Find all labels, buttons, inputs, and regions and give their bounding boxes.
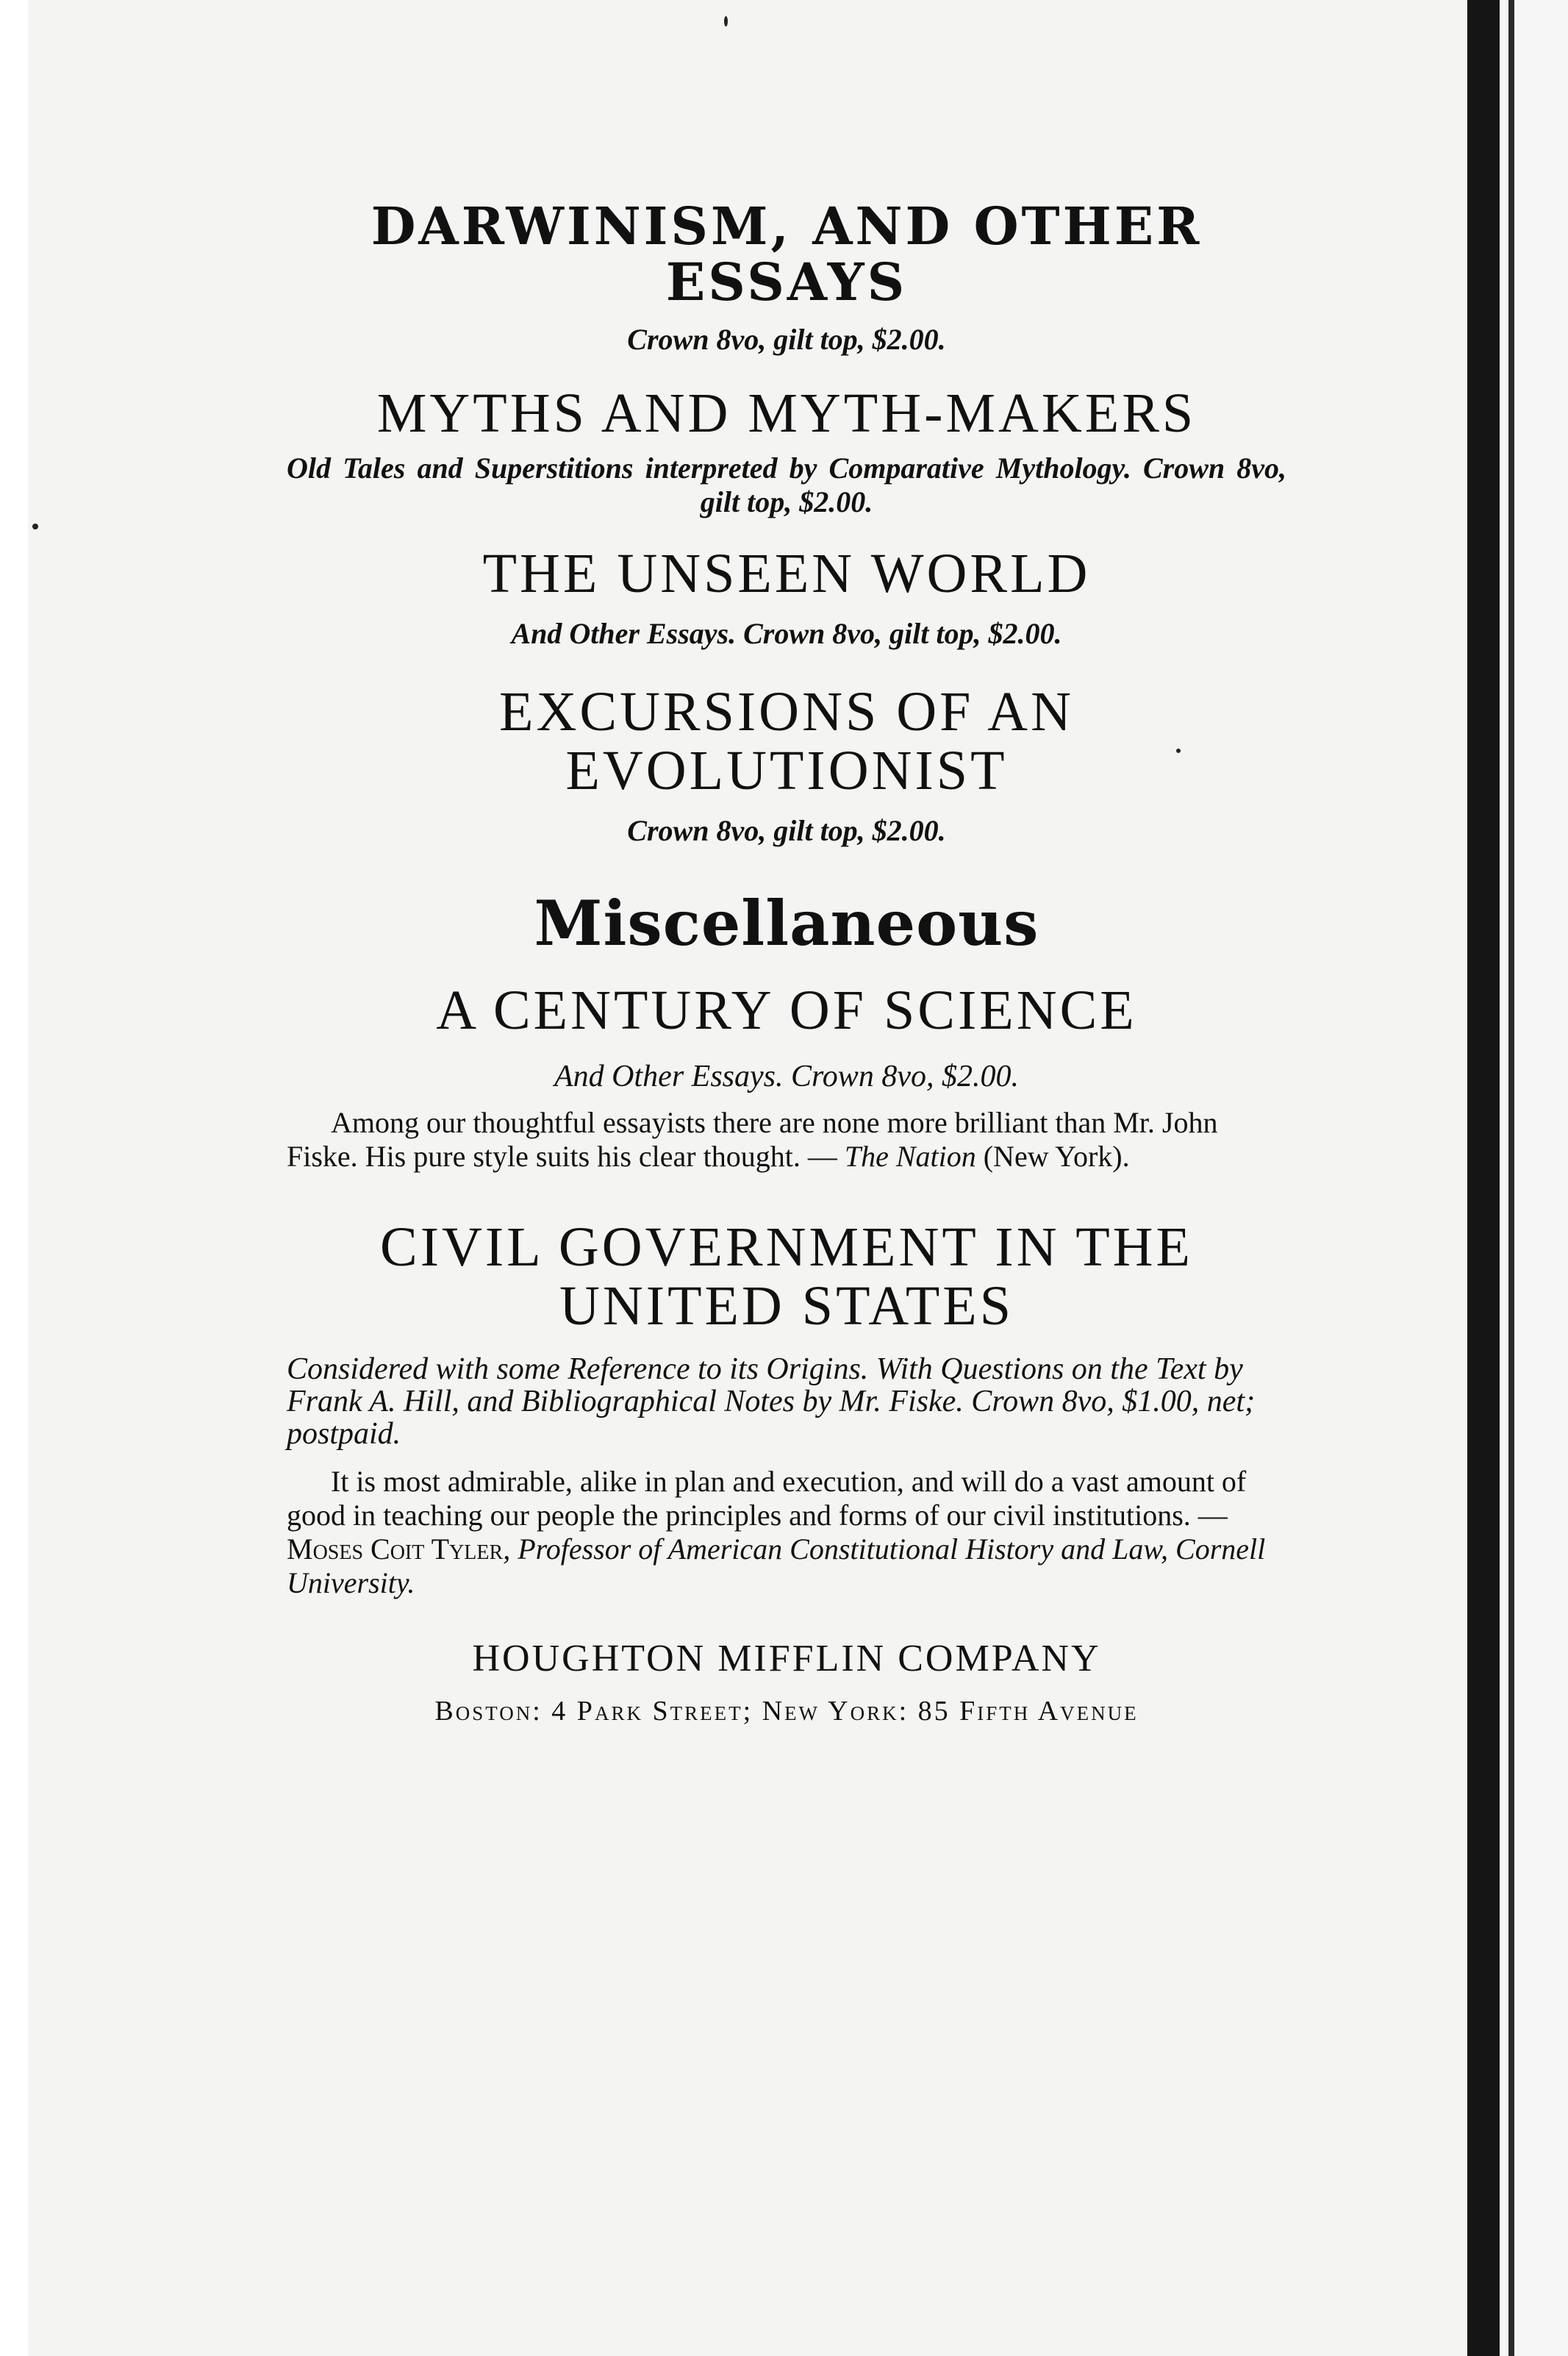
- book-entry: [309, 543, 1264, 653]
- quote-author: Moses Coit Tyler: [287, 1532, 504, 1566]
- book-details: And Other Essays. Crown 8vo, gilt top, $2.00.: [511, 617, 1062, 650]
- book-details: Crown 8vo, gilt top, $2.00.: [627, 323, 946, 356]
- book-title: [309, 979, 1264, 1041]
- book-details: Crown 8vo, gilt top, $2.00.: [627, 814, 946, 847]
- book-details: Old Tales and Superstitions interpreted by Comparative Mythology. Crown 8vo, gilt top, $2.00.: [287, 451, 1286, 518]
- book-title-line: MYTHS AND MYTH-MAKERS: [376, 382, 1197, 444]
- book-details: And Other Essays. Crown 8vo, $2.00.: [554, 1060, 1019, 1093]
- dust-speck: [724, 16, 728, 26]
- book-entry: [287, 979, 1264, 1174]
- book-title-line: A CENTURY OF SCIENCE: [436, 979, 1137, 1041]
- book-entry: [287, 382, 1286, 519]
- book-entry: [309, 682, 1264, 850]
- quote-source-place: (New York).: [975, 1140, 1130, 1173]
- book-title-line: UNITED STATES: [559, 1275, 1014, 1337]
- book-title-line: EVOLUTIONIST: [565, 740, 1008, 802]
- book-title-line: CIVIL GOVERNMENT IN THE: [380, 1216, 1193, 1278]
- book-title: [309, 682, 1264, 800]
- quote-author-title: , Professor of American Constitutional History and Law, Cornell University.: [287, 1532, 1266, 1599]
- section-heading: Miscellaneous: [534, 887, 1039, 960]
- adjacent-page-edge: [1508, 0, 1514, 2356]
- book-entry: [309, 196, 1264, 359]
- advertisement-content: [287, 196, 1286, 1727]
- review-quote: [287, 1106, 1294, 1174]
- book-title: [309, 543, 1264, 604]
- quote-text: It is most admirable, alike in plan and execution, and will do a vast amount of good in teaching our people the principles and forms of our civil institutions. —: [287, 1465, 1247, 1532]
- book-title-line: THE UNSEEN WORLD: [482, 543, 1091, 604]
- quote-source: The Nation: [844, 1140, 976, 1173]
- book-title: [309, 196, 1264, 313]
- book-entry: [287, 1216, 1266, 1600]
- review-quote: [287, 1465, 1294, 1600]
- quote-text: Among our thoughtful essayists there are none more brilliant than Mr. John Fiske. His pure style suits his clear thought. —: [287, 1106, 1218, 1173]
- publisher-name: HOUGHTON MIFFLIN COMPANY: [472, 1638, 1101, 1679]
- book-title-line: EXCURSIONS OF AN: [499, 681, 1074, 743]
- book-title: [309, 1218, 1264, 1335]
- dust-speck: [32, 524, 38, 529]
- book-title-line: DARWINISM, AND OTHER: [370, 196, 1203, 257]
- book-title-line: ESSAYS: [665, 251, 908, 313]
- page-gutter-shadow: [1467, 0, 1500, 2356]
- publisher-address: Boston: 4 Park Street; New York: 85 Fifth Avenue: [434, 1696, 1139, 1727]
- book-title: [309, 382, 1264, 444]
- book-details: Considered with some Reference to its Origins. With Questions on the Text by Frank A. Hill, and Bibliographical Notes by Mr. Fiske. Crown 8vo, $1.00, net; postpaid.: [287, 1352, 1256, 1451]
